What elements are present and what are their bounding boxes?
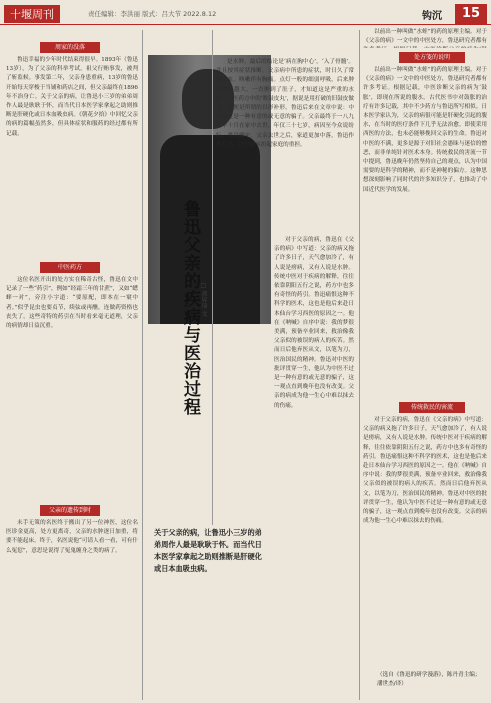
source-caption: （选自《鲁迅的研学漫游》，陈丹青主编；潘世杰/译） (377, 672, 481, 687)
column-2-top: 是水肿，最后的结论是‘病在胸中心’，‘入了骨髓’。并且按其症状推断，父亲病中所患的症状，时日久了常有出血，咳嗽伴有胸痛。点灯一般的细弱呼吸，后来肿的越来越大，一直肿到了肚子，才知道这是严重的水肿。中医药方中的‘败鼓皮丸’，据说是用打破的旧鼓皮做成，这便是所谓的以形补形。鲁迅后来在文章中说：中医不过是一种有意的或无意的骗子。父亲最终于一八九六年十月在家中去世，年仅三十七岁，病因至今众说纷纭，难以确定。父亲去世之后，家道更加中落，鲁迅作为长子，过早地承担起家庭的重担。 (216, 59, 354, 148)
section-head-5: 传统救民的害流 (399, 402, 465, 413)
column-4-lead: 以前出一种叫做“水蛭”的药的原理主编。对于《父亲的病》一文中的中医处方，鲁迅研究者都有 (363, 29, 487, 45)
page-number: 15 (455, 4, 487, 24)
editor-meta: 责任编辑：李洪丽 版式：吕大节 2022.8.12 (88, 10, 217, 18)
column-divider (142, 30, 143, 700)
column-3: 对于父亲的病，鲁迅在《父亲的病》中写道：父亲的病又拖了许多日子，天气愈加冷了，有人说是痨病，又有人说是水肿。传统中医对于疾病的解释，往往依靠阴阳五行之说，药方中也多有奇怪的药引。鲁迅痛恨这种不科学的医术，这也是他后来赴日本仙台学习西医的原因之一。他在《呐喊》自序中说：我的梦很美满，预备卒业回来，救治像我父亲似的被误的病人的疾苦。然而日后他弃医从文，以笔为刀，医治国民的精神。鲁迅对中医的批评贯穿一生，他认为中医不过是一种有意的或无意的骗子，这一观点直到晚年也没有改变。父亲的病成为他一生心中难以抹去的伤痛。 (274, 237, 354, 409)
section-head-4: 处方笺的说明 (399, 52, 465, 63)
column-4: 以前出一种叫做“水蛭”的药的原理主编。对于《父亲的病》一文中的中医处方，鲁迅研究者都有许多考证。根据记载，中医诊断父亲的病为‘鼓胀’，即现在所说的腹水。古代医书中对鼓胀的治疗有许多记载，其中不少药方与鲁迅所写相似。日本医学家认为，父亲的病很可能是肝硬化引起的腹水，在当时的医疗条件下几乎无法治愈。即使采用西医的方法，也未必能够挽回父亲的生命。鲁迅对中医的不满，更多是源于对旧社会愚昧与迷信的憎恶，而非单纯针对医术本身。传统救民的害流一节中提到，鲁迅晚年仍然坚持自己的观点，认为中国需要的是科学的精神，而不是神秘的偏方。这种思想深刻影响了同时代的许多知识分子，也推动了中国近代医学的发展。 (363, 67, 487, 193)
section-head-2: 中医药方 (40, 262, 100, 273)
column-divider-2 (212, 30, 213, 525)
column-1-top: 鲁迅幸福的少年时代结束得很早。1893年（鲁迅13岁），为了父亲的科举考试，祖父行贿事发，被判了斩监候。事发第二年，父亲身患重病，13岁的鲁迅开始每天穿梭于当铺和药店之间，但父亲最终在1896年不治身亡。关于父亲的病，让鲁迅小三岁的弟弟周作人最是耿耿于怀，而当代日本医学家拿起之助则推断是肝硬化或日本血吸虫病。《朝花夕拾》中回忆父亲的病的篇幅虽然多，但具体症状和服药的经过都有所记载。 (6, 57, 138, 137)
article-author: □ 郭昇琦 文 (200, 282, 207, 317)
column-1-bottom: 未手无策的名医终于搬出了另一位神医，这位名医诊金更高，处方更离奇，父亲的水肿逐日加重，将要不能起床。终于，名医说他“可请人看一看，可有什么冤愆”，意思是说得了冤鬼缠身之类的病了。 (6, 520, 138, 554)
pull-quote: 关于父亲的病，让鲁迅小三岁的弟弟周作人最是耿耿于怀。而当代日本医学家拿起之助则推断是肝硬化或日本血吸虫病。 (154, 528, 262, 573)
section-title: 钩沉 (422, 11, 442, 22)
column-divider-3 (359, 30, 360, 700)
article-title: 鲁迅父亲的疾病与医治过程 (180, 200, 200, 416)
column-1-mid: 这位名医开出的处方实在稀奇古怪，鲁迅在文中记录了一些“药引”，例如“经霜三年的甘蔗”，又如“蟋蟀一对”，旁注小字道：“要原配，即本在一窠中者。”似乎昆虫也要贞节，续弦或再醮，连做药资格也丧失了。这些奇特的药引在当时看来毫无道理，父亲的病情却日益沉重。 (6, 277, 138, 330)
brand-badge: 十堰周刊 (4, 5, 60, 23)
page-header (0, 0, 491, 25)
section-head-1: 周家的没落 (40, 42, 100, 53)
section-head-3: 父亲的遗传到时 (40, 505, 100, 516)
column-4-bottom: 对于父亲的病，鲁迅在《父亲的病》中写道：父亲的病又拖了许多日子，天气愈加冷了，有人说是痨病，又有人说是水肿。传统中医对于疾病的解释，往往依靠阴阳五行之说，药方中也多有奇怪的药引。鲁迅痛恨这种不科学的医术，这也是他后来赴日本仙台学习西医的原因之一。他在《呐喊》自序中说：我的梦很美满，预备卒业回来，救治像我父亲似的被误的病人的疾苦。然而日后他弃医从文，以笔为刀，医治国民的精神。鲁迅对中医的批评贯穿一生，他认为中医不过是一种有意的或无意的骗子，这一观点直到晚年也没有改变。父亲的病成为他一生心中难以抹去的伤痛。 (363, 417, 487, 525)
